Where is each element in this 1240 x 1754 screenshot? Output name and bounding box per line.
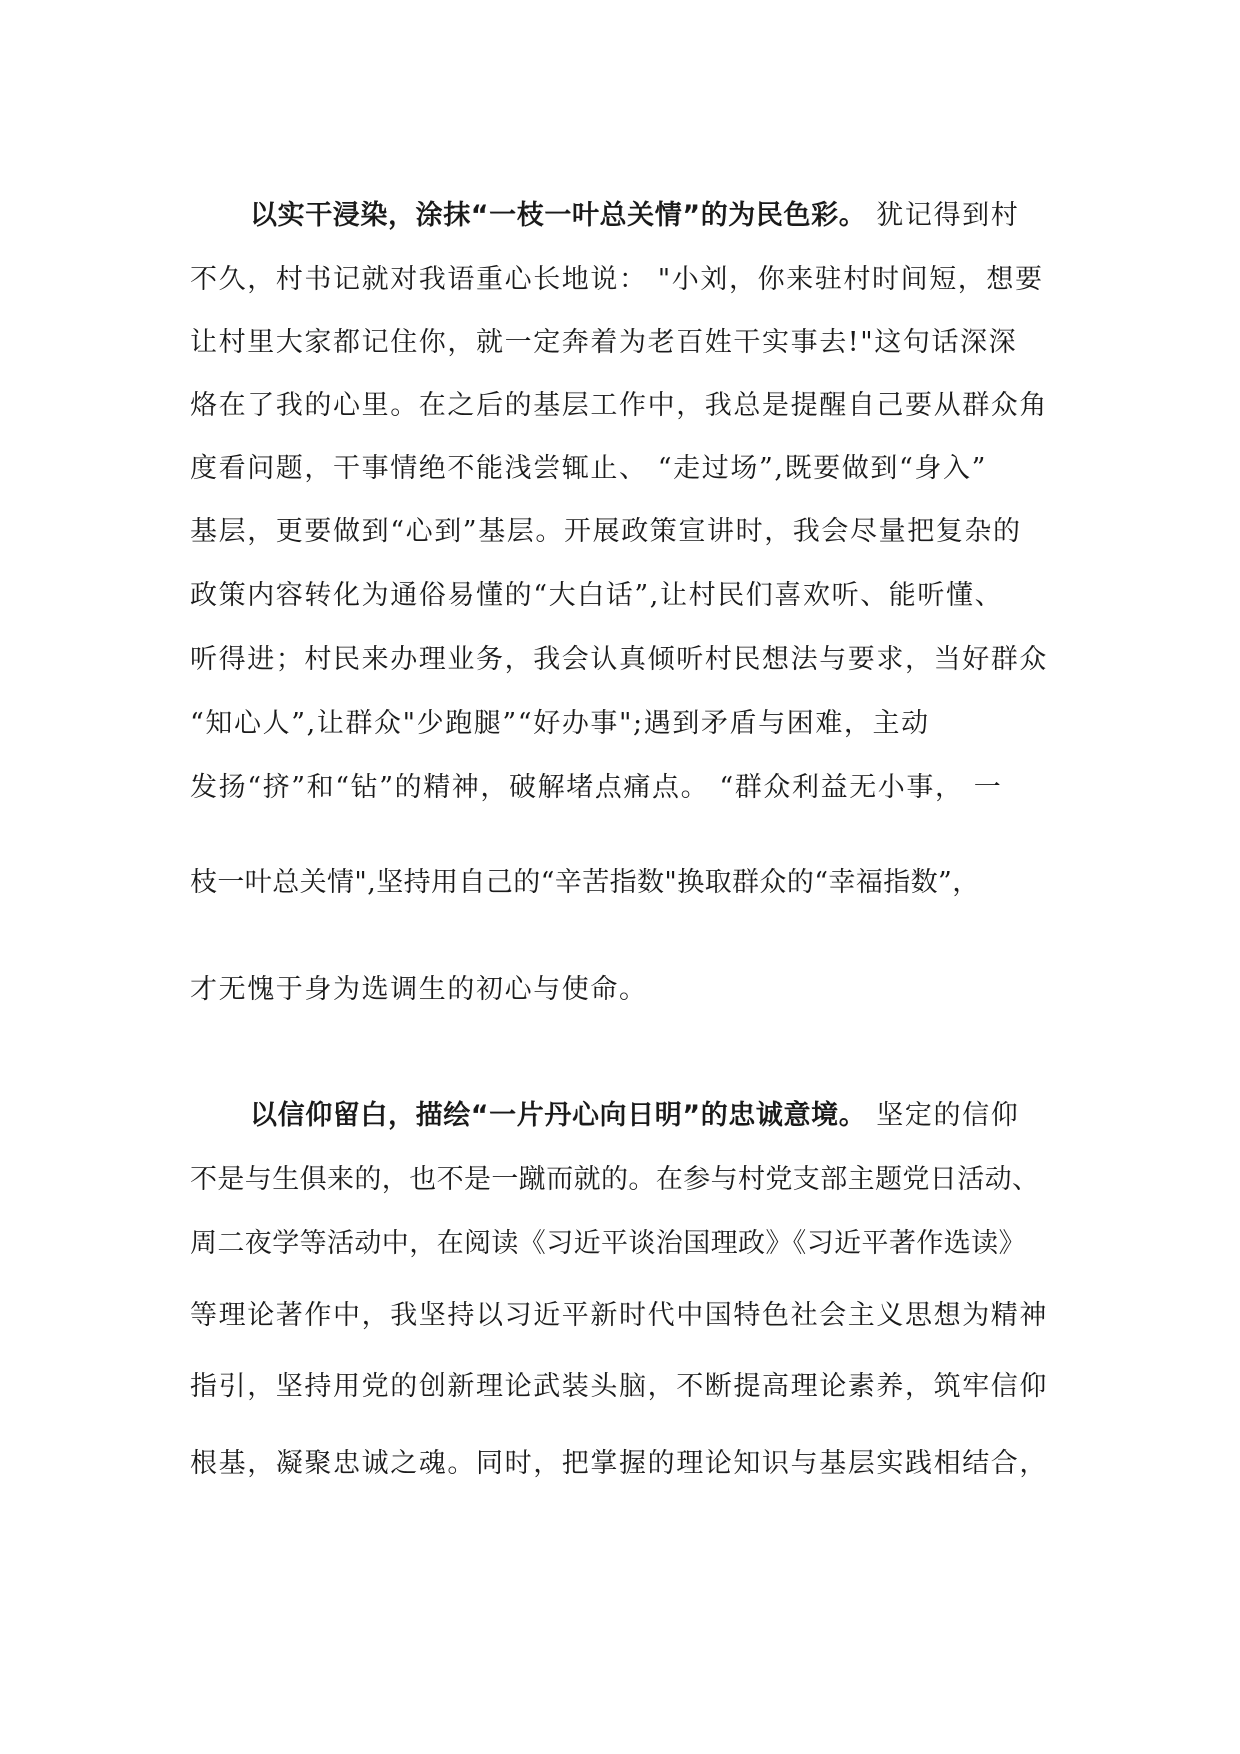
paragraph-2-line-4: 等理论著作中，我坚持以习近平新时代中国特色社会主义思想为精神 — [190, 1300, 1048, 1331]
paragraph-1-line-3: 让村里大家都记住你，就一定奔着为老百姓干实事去!"这句话深深 — [190, 327, 1018, 358]
paragraph-2-line-1: 坚定的信仰 — [876, 1100, 1020, 1131]
paragraph-1-line-1: 犹记得到村 — [876, 200, 1020, 231]
paragraph-2-line-5: 指引，坚持用党的创新理论武装头脑，不断提高理论素养，筑牢信仰 — [190, 1371, 1048, 1402]
paragraph-1-line-11: 枝一叶总关情",坚持用自己的“辛苦指数"换取群众的“幸福指数”， — [190, 867, 980, 898]
paragraph-1-line-12: 才无愧于身为选调生的初心与使命。 — [190, 974, 648, 1005]
paragraph-2-line-2: 不是与生俱来的，也不是一蹴而就的。在参与村党支部主题党日活动、 — [190, 1164, 1040, 1195]
paragraph-1-line-4: 烙在了我的心里。在之后的基层工作中，我总是提醒自己要从群众角 — [190, 390, 1048, 421]
paragraph-1-line-10: 发扬“挤”和“钻”的精神，破解堵点痛点。 “群众利益无小事， 一 — [190, 772, 1003, 803]
paragraph-1-line-8: 听得进；村民来办理业务，我会认真倾听村民想法与要求，当好群众 — [190, 644, 1048, 675]
paragraph-1-line-5: 度看问题，干事情绝不能浅尝辄止、 “走过场”,既要做到“身入” — [190, 453, 987, 484]
paragraph-2-line-3: 周二夜学等活动中，在阅读《习近平谈治国理政》《习近平著作选读》 — [190, 1228, 1026, 1259]
paragraph-1-first-line — [250, 196, 1070, 236]
paragraph-2-heading: 以信仰留白，描绘“一片丹心向日明”的忠诚意境。 — [250, 1100, 867, 1131]
paragraph-1-line-6: 基层，更要做到“心到”基层。开展政策宣讲时，我会尽量把复杂的 — [190, 516, 1022, 547]
paragraph-2-first-line — [250, 1096, 1070, 1136]
paragraph-1-line-7: 政策内容转化为通俗易懂的“大白话”,让村民们喜欢听、能听懂、 — [190, 580, 1004, 611]
paragraph-2-line-6: 根基，凝聚忠诚之魂。同时，把掌握的理论知识与基层实践相结合， — [190, 1448, 1048, 1479]
paragraph-1-heading: 以实干浸染，涂抹“一枝一叶总关情”的为民色彩。 — [250, 200, 867, 231]
paragraph-1-line-2: 不久，村书记就对我语重心长地说： "小刘，你来驻村时间短，想要 — [190, 264, 1044, 295]
paragraph-1-line-9: “知心人”,让群众"少跑腿”“好办事";遇到矛盾与困难，主动 — [190, 708, 930, 739]
